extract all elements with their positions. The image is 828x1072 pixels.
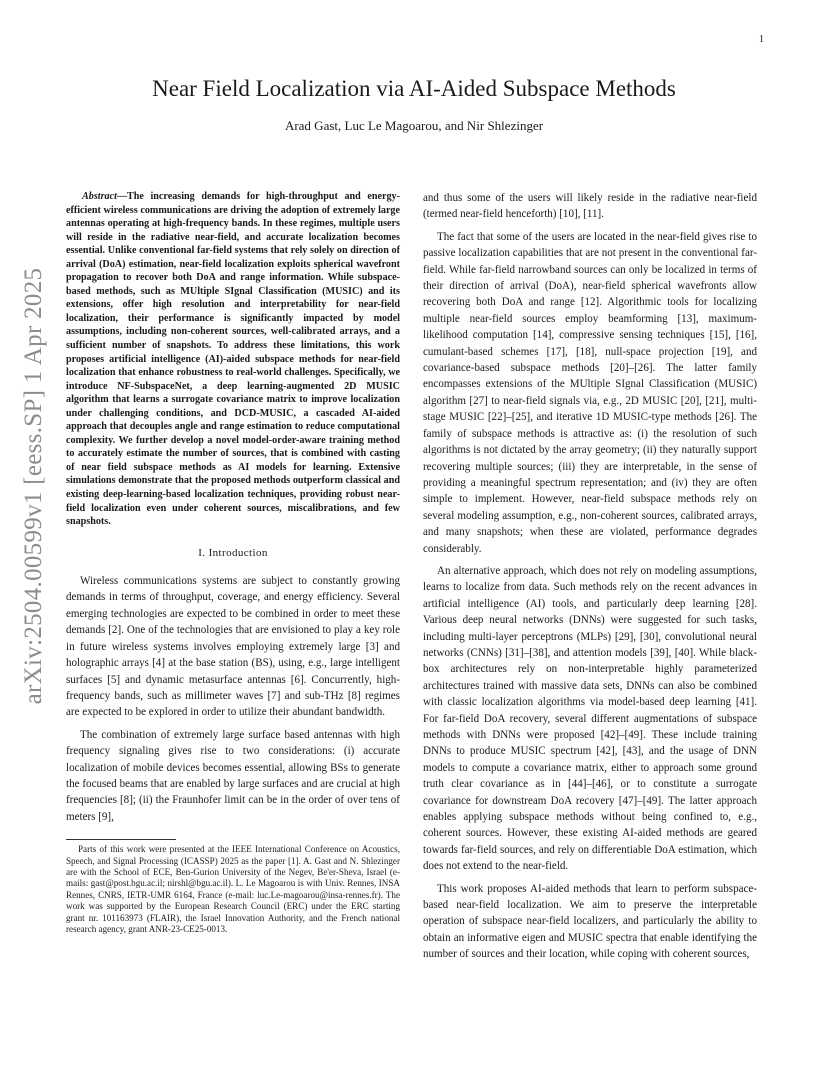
footnote: Parts of this work were presented at the IEEE International Conference on Acoustics, Speech, and Signal Processing (ICASSP) 2025 as the paper [1]. A. Gast and N. Shlezinger are with the School of ECE, Ben-Gurion University of the Negev, Be'er-Sheva, Israel (e-mails: gast@post.bgu.ac.il; nirshl@bgu.ac.il). L. Le Magoarou is with Univ. Rennes, INSA Rennes, CNRS, IETR-UMR 6164, France (e-mail: luc.Le-magoarou@insa-rennes.fr). The work was supported by the European Research Council (ERC) under the ERC starting grant nr. 101163973 (FLAIR), the Israel Innovation Authority, and the French national research agency, grant ANR-23-CE25-0013. (66, 844, 400, 935)
right-paragraph-1: and thus some of the users will likely reside in the radiative near-field (termed near-field henceforth) [10], [11]. (423, 192, 757, 221)
arxiv-identifier: arXiv:2504.00599v1 [eess.SP] 1 Apr 2025 (20, 267, 47, 705)
left-column (66, 190, 400, 935)
footnote-divider (66, 839, 176, 840)
intro-paragraph-2: The combination of extremely large surface based antennas with high frequency signaling gives rise to two considerations: (i) accurate localization of mobile devices becomes essential, allowing BSs to generate the focused beams that are enabled by large surfaces and are crucial at high frequencies [8]; (ii) the Fraunhofer limit can be in the order of over tens of meters [9], (66, 728, 400, 823)
abstract-text: —The increasing demands for high-throughput and energy-efficient wireless communications are driving the adoption of extremely large antennas operating at high-frequency bands. In these regimes, multiple users will reside in the radiative near-field, and accurate localization becomes essential. Unlike conventional far-field systems that rely solely on direction of arrival (DoA) estimation, near-field localization exploits spherical wavefront propagation to recover both DoA and range information. While subspace-based methods, such as MUltiple SIgnal Classification (MUSIC) and its extensions, offer high resolution and interpretability for near-field localization, their performance is significantly impacted by model assumptions, including non-coherent sources, well-calibrated arrays, and a sufficient number of snapshots. To address these limitations, this work proposes artificial intelligence (AI)-aided subspace methods for near-field localization that enhance robustness to real-world challenges. Specifically, we introduce NF-SubspaceNet, a deep learning-augmented 2D MUSIC algorithm that learns a surrogate covariance matrix to improve localization under challenging conditions, and DCD-MUSIC, a cascaded AI-aided approach that decouples angle and range estimation to reduce computational complexity. We further develop a novel model-order-aware training method to accurately estimate the number of sources, that is combined with casting of near field subspace methods as AI models for learning. Extensive simulations demonstrate that the proposed methods outperform classical and existing deep-learning-based localization techniques, providing robust near-field localization even under coherent sources, miscalibrations, and few snapshots. (66, 191, 400, 528)
paper-title: Near Field Localization via AI-Aided Subspace Methods (152, 76, 676, 101)
abstract (66, 190, 400, 529)
arxiv-side-stamp (14, 267, 54, 705)
abstract-lead: Abstract (82, 191, 117, 202)
author-list: Arad Gast, Luc Le Magoarou, and Nir Shlezinger (284, 118, 544, 133)
page-number: 1 (759, 34, 764, 45)
intro-paragraph-1: Wireless communications systems are subject to constantly growing demands in terms of throughput, coverage, and energy efficiency. Several emerging technologies are expected to be combined in order to meet these demands [2]. One of the technologies that are envisioned to play a key role in future wireless systems involves employing extremely large [3] and holographic arrays [4] at the base station (BS), using, e.g., large intelligent surfaces [5] and dynamic metasurface antennas [6]. Concurrently, high-frequency bands, such as millimeter waves [7] and sub-THz [8] regimes are expected to be explored in order to utilize their abundant bandwidth. (66, 575, 400, 719)
right-paragraph-4: This work proposes AI-aided methods that learn to perform subspace-based near-field localization. We aim to preserve the interpretable operation of subspace near-field localizers, and particularly the ability to obtain an informative eigen and MUSIC spectra that enable identifying the number of sources and their location, while coping with coherent sources, (423, 882, 757, 961)
section-heading-introduction: I. Introduction (198, 546, 268, 559)
right-column (423, 190, 757, 969)
right-paragraph-3: An alternative approach, which does not rely on modeling assumptions, learns to localize from data. Such methods rely on the recent advances in artificial intelligence (AI) tools, and particularly deep learning [28]. Various deep neural networks (DNNs) were suggested for such tasks, including multi-layer perceptrons (MLPs) [29], [30], convolutional neural networks (CNNs) [31]–[38], and attention models [39], [40]. While black-box architectures rely on non-interpretable highly parameterized architectures trained with massive data sets, DNNs can also be combined with classic localization algorithms via model-based deep learning [41]. For far-field DoA recovery, several different augmentations of subspace methods with DNNs were proposed [42]–[49]. These include training DNNs to produce MUSIC spectrum [42], [43], and the usage of DNN models to compute a covariance matrix, either to approach some ground truth clear covariance as in [44]–[46], or to constitute a surrogate covariance for downstream DoA recovery [47]–[49]. The latter approach enables applying subspace methods without being confined to, e.g., coherent sources. However, these existing AI-aided methods are geared towards far-field sources, and rely on differentiable DoA estimation, which does not extend to the near-field. (423, 564, 757, 873)
right-paragraph-2: The fact that some of the users are located in the near-field gives rise to passive localization capabilities that are not present in the conventional far-field. While far-field narrowband sources can only be localized in terms of their direction of arrival (DoA), near-field spherical wavefronts allow recovering both DoA and range [12]. Algorithmic tools for localizing multiple near-field sources employ beamforming [13], maximum-likelihood computation [14], compressive sensing techniques [15], [16], cumulant-based schemes [17], [18], null-space projection [19], and covariance-based subspace methods [20]–[26]. The latter family encompasses extensions of the MUltiple SIgnal Classification (MUSIC) algorithm [27] to near-field signals via, e.g., 2D MUSIC [20], [21], multi-stage MUSIC [22]–[25], and iterative 1D MUSIC-type methods [26]. The family of subspace methods is attractive as: (i) the resolution of such algorithms is not dictated by the array geometry; (ii) they naturally support recovering multiple sources; (iii) they are interpretable, in the sense of providing a meaningful spectrum representation; and (iv) they are often simple to implement. However, near-field subspace methods rely on several modeling assumption, e.g., non-coherent sources, calibrated arrays, and many snapshots; when these are violated, performance degrades considerably. (423, 230, 757, 555)
